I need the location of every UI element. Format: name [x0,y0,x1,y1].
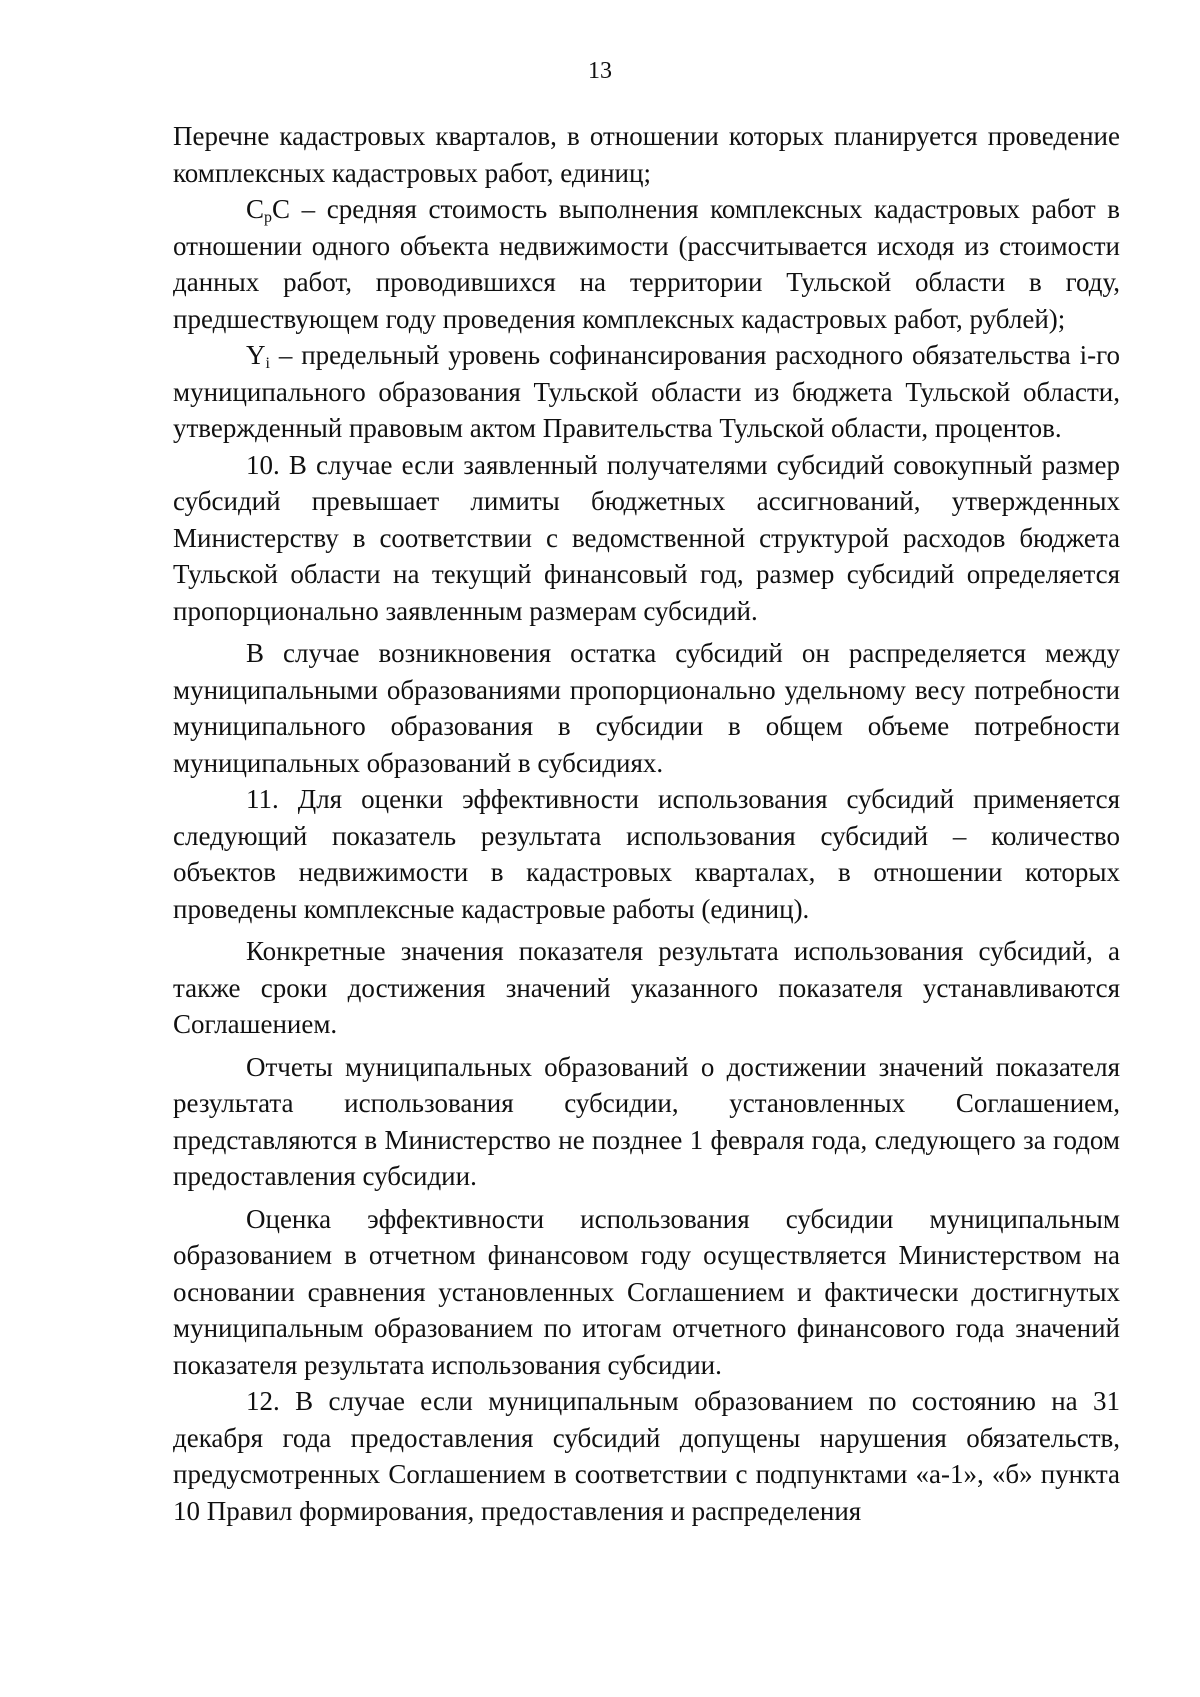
paragraph-clause-12: 12. В случае если муниципальным образованием по состоянию на 31 декабря года предоставления субсидий допущены нарушения обязательств, предусмотренных Соглашением в соответствии с подпунктами «а-1», «б» пункта 10 Правил формирования, предоставления и распределения [173,1386,1120,1526]
paragraph-clause-11: 11. Для оценки эффективности использования субсидий применяется следующий показатель результата использования субсидий – количество объектов недвижимости в кадастровых кварталах, в отношении которых проведены комплексные кадастровые работы (единиц). [173,784,1120,924]
paragraph-reports: Отчеты муниципальных образований о достижении значений показателя результата использования субсидии, установленных Соглашением, представляются в Министерство не позднее 1 февраля года, следующего за годом предоставления субсидии. [173,1051,1120,1191]
paragraph-clause-10: 10. В случае если заявленный получателями субсидий совокупный размер субсидий превышает лимиты бюджетных ассигнований, утвержденных Министерству в соответствии с ведомственной структурой расходов бюджета Тульской области на текущий финансовый год, размер субсидий определяется пропорционально заявленным размерам субсидий. [173,449,1120,626]
paragraph-continuation: Перечне кадастровых кварталов, в отношении которых планируется проведение комплексных кадастровых работ, единиц; [173,121,1120,188]
paragraph-variable-cps: $C_pC$ – средняя стоимость выполнения комплексных кадастровых работ в отношении одного объекта недвижимости (рассчитывается исходя из стоимости данных работ, проводившихся на территории Тульской области в году, предшествующем году проведения комплексных кадастровых работ, рублей); [173,194,1120,334]
page-number: 13 [588,58,612,84]
variable-symbol: $C_p$ [246,194,273,226]
paragraph-indicator-values: Конкретные значения показателя результата использования субсидий, а также сроки достижения значений указанного показателя устанавливаются Соглашением. [173,936,1120,1039]
variable-symbol: $Y_i$ [246,340,270,372]
paragraph-remainder-distribution: В случае возникновения остатка субсидий он распределяется между муниципальными образованиями пропорционально удельному весу потребности муниципального образования в субсидии в общем объеме потребности муниципальных образований в субсидиях. [173,638,1120,778]
paragraph-variable-yi: $Y_i$ – предельный уровень софинансирования расходного обязательства i-го муниципального образования Тульской области из бюджета Тульской области, утвержденный правовым актом Правительства Тульской области, процентов. [173,340,1120,443]
paragraph-efficiency-evaluation: Оценка эффективности использования субсидии муниципальным образованием в отчетном финансовом году осуществляется Министерством на основании сравнения установленных Соглашением и фактически достигнутых муниципальным образованием по итогам отчетного финансового года значений показателя результата использования субсидии. [173,1203,1120,1380]
document-body [173,118,1120,1529]
